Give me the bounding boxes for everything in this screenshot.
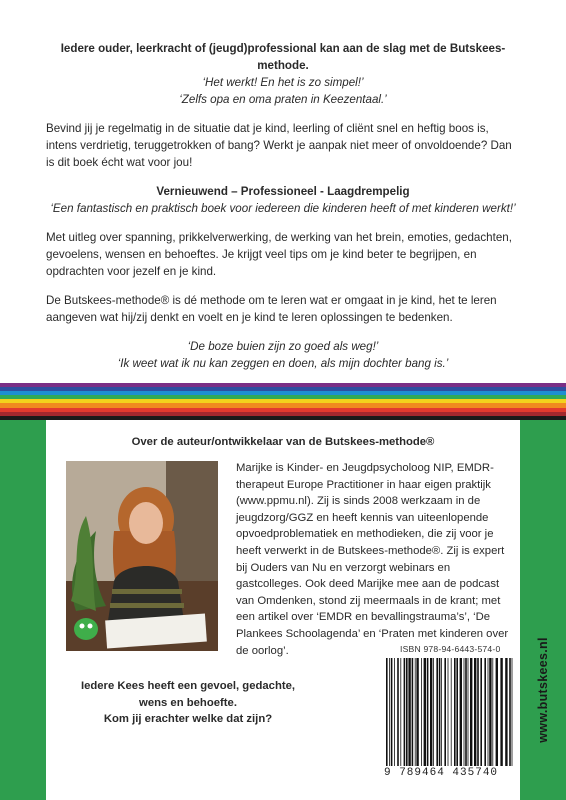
barcode-bar xyxy=(391,658,393,766)
barcode-bar xyxy=(512,658,513,766)
barcode-bar xyxy=(430,658,432,766)
back-cover-text xyxy=(0,0,566,383)
paragraph-1: Bevind jij je regelmatig in de situatie dat je kind, leerling of cliënt snel en heftig boos is, intens verdrietig, teruggetrokken of bang? Werkt je aanpak niet meer of onvoldoende? Dan is dit boek écht wat voor jou! xyxy=(46,122,512,169)
tagline: Vernieuwend – Professioneel - Laagdrempelig xyxy=(156,185,410,198)
barcode-bar xyxy=(451,658,452,766)
barcode-bar xyxy=(470,658,472,766)
barcode xyxy=(384,658,516,766)
barcode-bar xyxy=(412,658,414,766)
quote-3: ‘Een fantastisch en praktisch boek voor iedereen die kinderen heeft of met kinderen werkt!’ xyxy=(50,202,516,215)
barcode-bar xyxy=(404,658,406,766)
barcode-bar xyxy=(394,658,395,766)
headline: Iedere ouder, leerkracht of (jeugd)professional kan aan de slag met de Butskees-methode. xyxy=(60,42,506,72)
barcode-bar xyxy=(439,658,441,766)
barcode-bar xyxy=(500,658,502,766)
barcode-bar xyxy=(444,658,446,766)
barcode-bar xyxy=(505,658,507,766)
barcode-bar xyxy=(474,658,476,766)
barcode-bar xyxy=(509,658,511,766)
slogan xyxy=(46,678,330,728)
author-bio-text: Marijke is Kinder- en Jeugdpsycholoog NIP, EMDR-therapeut Europe Practitioner in haar eigen praktijk (www.ppmu.nl). Zij is sinds 2008 werkzaam in de jeugdzorg/GGZ en heeft kennis van uiteenlopende opvoedproblematiek en methodieken, die zij voor je heeft verwerkt in de Butskees-methode®. Zij is expert bij Ouders van Nu en verzorgt webinars en gastcolleges. Ook deed Marijke mee aan de podcast van Omdenken, stond zij meermaals in de krant; met een artikel over ‘EMDR en bevallingstrauma’s’, ‘De Plankees Schoolagenda’ en ‘Praten met kinderen over de oorlog’. xyxy=(236,462,509,657)
website-strip xyxy=(520,420,566,800)
barcode-bar xyxy=(488,658,489,766)
barcode-bar xyxy=(496,658,498,766)
barcode-bar xyxy=(424,658,426,766)
author-panel xyxy=(46,420,520,800)
barcode-bar xyxy=(415,658,416,766)
author-bio xyxy=(236,460,512,659)
barcode-bar xyxy=(468,658,469,766)
barcode-bar xyxy=(433,658,434,766)
barcode-bar xyxy=(400,658,401,766)
quote-4: ‘De boze buien zijn zo goed als weg!’ xyxy=(187,340,379,353)
barcode-bar xyxy=(464,658,465,766)
quote-5: ‘Ik weet wat ik nu kan zeggen en doen, als mijn dochter bang is.’ xyxy=(117,357,449,370)
quote-1: ‘Het werkt! En het is zo simpel!’ xyxy=(202,76,364,89)
barcode-bar xyxy=(386,658,388,766)
rainbow-stripes xyxy=(0,383,566,420)
barcode-bar xyxy=(454,658,456,766)
barcode-bar xyxy=(397,658,399,766)
about-title: Over de auteur/ontwikkelaar van de Butskees-methode® xyxy=(131,436,435,448)
barcode-bar xyxy=(480,658,482,766)
barcode-bar xyxy=(448,658,449,766)
barcode-bar xyxy=(492,658,493,766)
paragraph-3: De Butskees-methode® is dé methode om te leren wat er omgaat in je kind, het te leren aangeven wat hij/zij denkt en voelt en je kind te leren oplossingen te bedenken. xyxy=(46,294,497,324)
author-photo xyxy=(66,461,218,651)
quote-2: ‘Zelfs opa en oma praten in Keezentaal.’ xyxy=(179,93,387,106)
barcode-bar xyxy=(421,658,422,766)
barcode-bar xyxy=(427,658,429,766)
barcode-bar xyxy=(416,658,418,766)
barcode-bar xyxy=(484,658,486,766)
barcode-number: 9 789464 435740 xyxy=(384,767,499,779)
isbn-label: ISBN 978-94-6443-574-0 xyxy=(400,644,501,654)
author-photo-icon xyxy=(66,461,218,651)
barcode-bar xyxy=(460,658,462,766)
website-link[interactable]: www.butskees.nl xyxy=(536,637,550,743)
barcode-bar xyxy=(456,658,458,766)
barcode-bar xyxy=(441,658,442,766)
barcode-bar xyxy=(408,658,410,766)
barcode-bar xyxy=(465,658,467,766)
paragraph-2: Met uitleg over spanning, prikkelverwerking, de werking van het brein, emoties, gedachten, gevoelens, wensen en behoeftes. Je krijgt veel tips om je kind beter te begrijpen, en opdrachten voor jezelf en je kind. xyxy=(46,231,512,278)
barcode-bar xyxy=(436,658,438,766)
slogan-line-1: Iedere Kees heeft een gevoel, gedachte, xyxy=(80,680,296,692)
barcode-bar xyxy=(389,658,390,766)
barcode-bar xyxy=(406,658,408,766)
slogan-line-3: Kom jij erachter welke dat zijn? xyxy=(103,713,273,726)
slogan-line-2: wens en behoefte. xyxy=(139,696,237,709)
barcode-bar xyxy=(489,658,491,766)
barcode-bar xyxy=(477,658,479,766)
